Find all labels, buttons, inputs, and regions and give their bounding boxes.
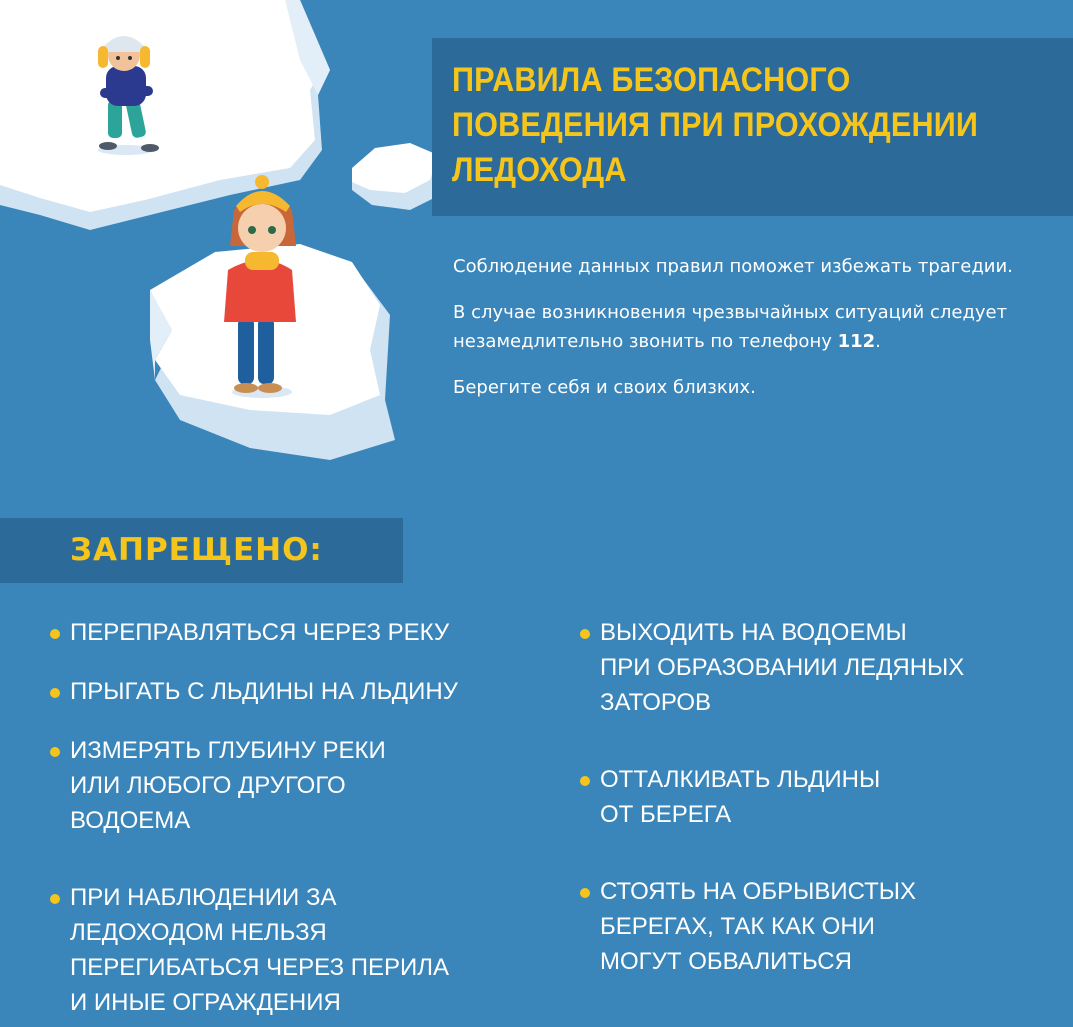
list-item <box>50 733 530 838</box>
list-item <box>50 615 530 650</box>
intro-paragraph-3: Берегите себя и своих близких. <box>453 377 756 398</box>
intro-paragraph-2 <box>453 298 1013 356</box>
forbidden-list-left <box>50 615 530 1020</box>
emergency-phone-number: 112 <box>837 331 876 352</box>
title-line-1: ПРАВИЛА БЕЗОПАСНОГО <box>452 61 851 99</box>
title-line-2: ПОВЕДЕНИЯ ПРИ ПРОХОЖДЕНИИ <box>452 106 979 144</box>
intro-paragraph-1: Соблюдение данных правил поможет избежать трагедии. <box>453 256 1013 277</box>
list-item-text: ВЫХОДИТЬ НА ВОДОЕМЫ ПРИ ОБРАЗОВАНИИ ЛЕДЯНЫХ ЗАТОРОВ <box>600 619 965 716</box>
bullet-icon <box>50 894 60 904</box>
intro-paragraph-2-end: . <box>875 331 881 352</box>
bullet-icon <box>50 629 60 639</box>
list-item-text: ИЗМЕРЯТЬ ГЛУБИНУ РЕКИ ИЛИ ЛЮБОГО ДРУГОГО ВОДОЕМА <box>70 737 386 834</box>
forbidden-list-right <box>580 615 1070 979</box>
list-item <box>50 674 530 709</box>
bullet-icon <box>50 688 60 698</box>
bullet-icon <box>580 629 590 639</box>
list-item-text: ПЕРЕПРАВЛЯТЬСЯ ЧЕРЕЗ РЕКУ <box>70 619 450 646</box>
bullet-icon <box>580 776 590 786</box>
list-item-text: СТОЯТЬ НА ОБРЫВИСТЫХ БЕРЕГАХ, ТАК КАК ОНИ МОГУТ ОБВАЛИТЬСЯ <box>600 878 917 975</box>
list-item-text: ПРИ НАБЛЮДЕНИИ ЗА ЛЕДОХОДОМ НЕЛЬЗЯ ПЕРЕГИБАТЬСЯ ЧЕРЕЗ ПЕРИЛА И ИНЫЕ ОГРАЖДЕНИЯ <box>70 884 450 1016</box>
list-item <box>580 615 1070 720</box>
forbidden-title: ЗАПРЕЩЕНО: <box>70 532 323 568</box>
intro-paragraph-2-text: В случае возникновения чрезвычайных ситуаций следует незамедлительно звонить по телефону <box>453 302 1008 352</box>
list-item <box>50 880 530 1020</box>
list-item-text: ПРЫГАТЬ С ЛЬДИНЫ НА ЛЬДИНУ <box>70 678 458 705</box>
bullet-icon <box>50 747 60 757</box>
list-item-text: ОТТАЛКИВАТЬ ЛЬДИНЫ ОТ БЕРЕГА <box>600 766 881 828</box>
title-line-3: ЛЕДОХОДА <box>452 151 627 189</box>
large-ice-floe <box>0 0 330 230</box>
bullet-icon <box>580 888 590 898</box>
small-ice-floe <box>352 143 440 210</box>
intro-text <box>453 252 1013 419</box>
list-item <box>580 874 1070 979</box>
page-title <box>452 58 1006 193</box>
list-item <box>580 762 1070 832</box>
